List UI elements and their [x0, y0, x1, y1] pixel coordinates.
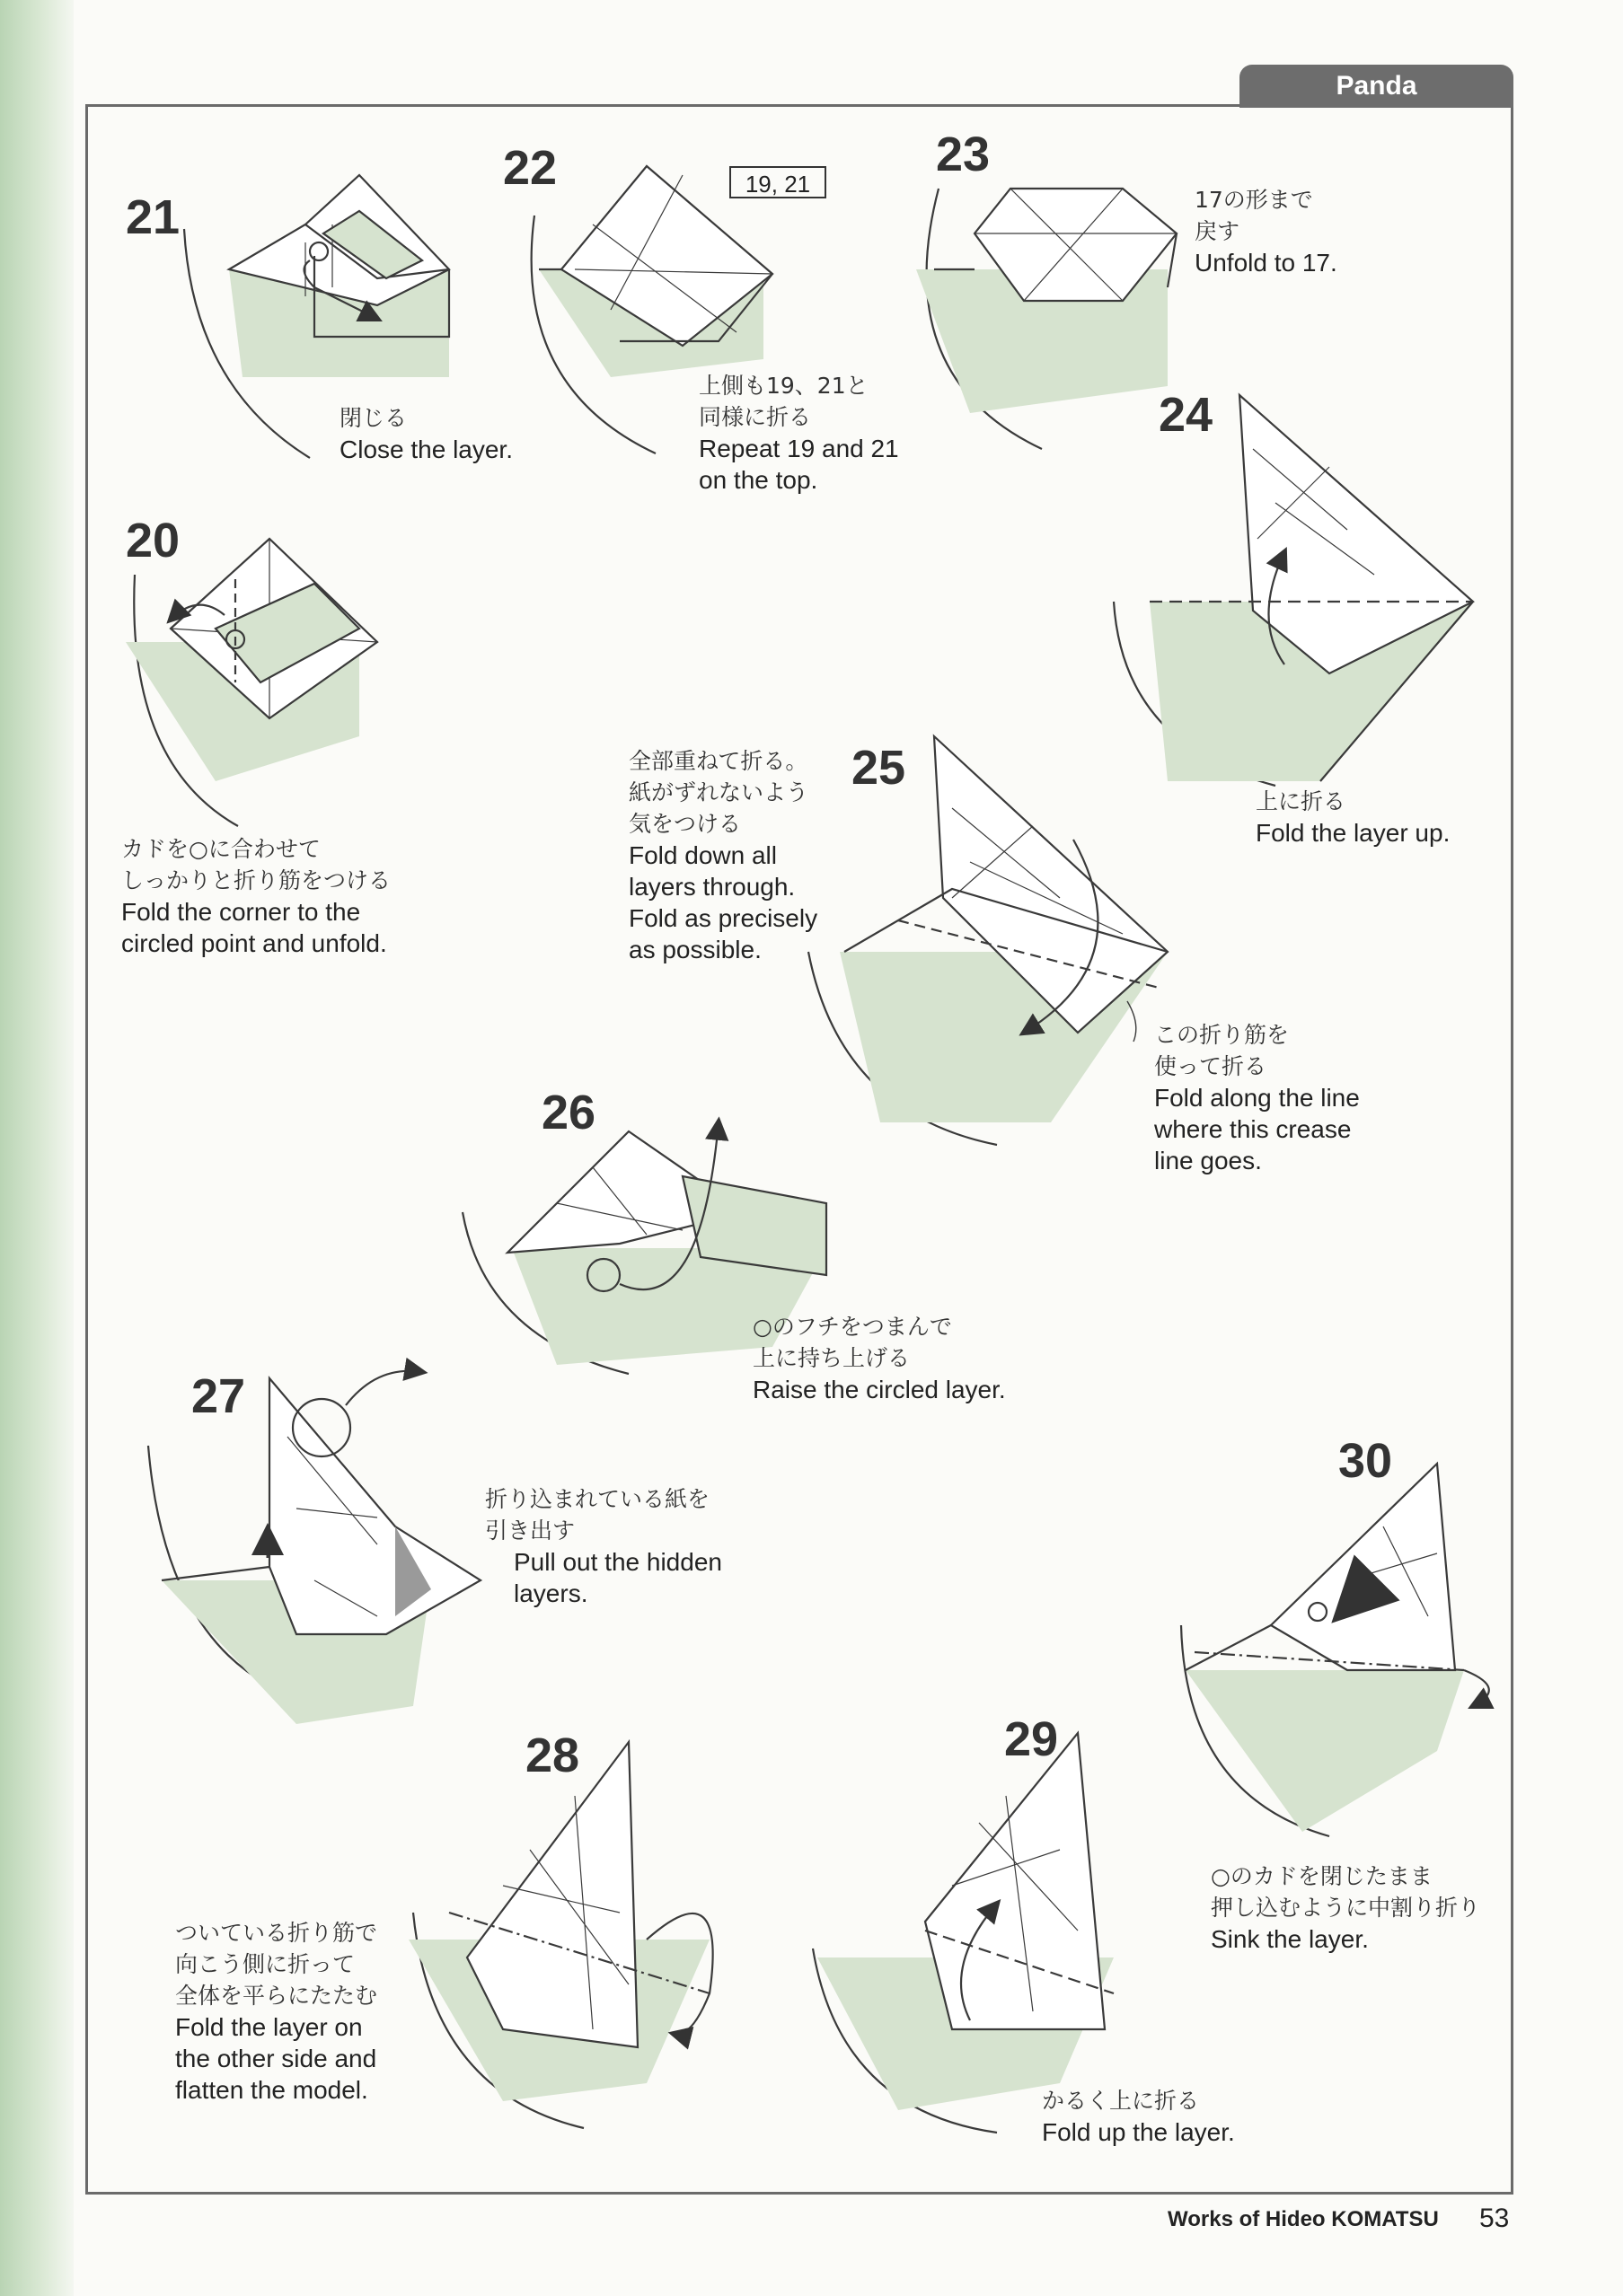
- caption-step-22: [699, 370, 899, 496]
- caption-30-ja2: 押し込むように中割り折り: [1211, 1895, 1481, 1921]
- caption-30-en: Sink the layer.: [1211, 1925, 1369, 1953]
- step-28-figure: [409, 1742, 713, 2128]
- caption-25-side-en2: where this crease: [1154, 1115, 1352, 1143]
- caption-25-ja3: 気をつける: [629, 811, 742, 837]
- caption-step-24: [1256, 786, 1450, 849]
- caption-28-en2: the other side and: [175, 2045, 377, 2072]
- step-27-figure: [148, 1371, 481, 1724]
- step-23-figure: [916, 189, 1177, 449]
- caption-29-en: Fold up the layer.: [1042, 2118, 1235, 2146]
- caption-22-en1: Repeat 19 and 21: [699, 435, 899, 462]
- step-20-figure: [126, 539, 377, 826]
- page-number: 53: [1479, 2204, 1510, 2233]
- step-24-figure: [1114, 395, 1473, 786]
- caption-25-en3: Fold as precisely: [629, 904, 818, 932]
- step-number-26: 26: [542, 1086, 596, 1139]
- caption-26-en: Raise the circled layer.: [753, 1376, 1006, 1403]
- caption-28-en3: flatten the model.: [175, 2076, 368, 2104]
- caption-23-ja1: 17の形まで: [1195, 187, 1313, 213]
- caption-25-side-en1: Fold along the line: [1154, 1084, 1360, 1112]
- step-25-figure: [808, 736, 1168, 1145]
- step-number-29: 29: [1004, 1712, 1059, 1766]
- caption-24-ja: 上に折る: [1256, 788, 1346, 814]
- caption-step-26: [753, 1311, 1006, 1405]
- caption-step-29: [1042, 2085, 1235, 2148]
- step-number-23: 23: [936, 128, 991, 181]
- caption-22-ja2: 同様に折る: [699, 404, 812, 430]
- caption-step-28: [175, 1917, 377, 2106]
- caption-28-ja2: 向こう側に折って: [175, 1951, 356, 1977]
- step-number-20: 20: [126, 514, 181, 567]
- caption-20-ja2: しっかりと折り筋をつける: [121, 867, 392, 893]
- caption-21-ja: 閉じる: [340, 405, 408, 431]
- caption-22-en2: on the top.: [699, 466, 818, 494]
- caption-step-25-side: [1154, 1019, 1360, 1176]
- caption-step-25: [629, 745, 817, 965]
- step-number-22: 22: [503, 141, 558, 195]
- caption-step-30: [1211, 1861, 1480, 1955]
- caption-20-en1: Fold the corner to the: [121, 898, 361, 926]
- caption-23-en: Unfold to 17.: [1195, 249, 1337, 277]
- step-30-figure: [1181, 1464, 1489, 1836]
- step-number-25: 25: [851, 741, 906, 795]
- caption-29-ja: かるく上に折る: [1042, 2088, 1200, 2114]
- caption-step-20: [121, 833, 391, 959]
- step-22-reference-box: 19, 21: [729, 166, 826, 198]
- caption-27-ja2: 引き出す: [485, 1517, 576, 1544]
- caption-26-ja2: 上に持ち上げる: [753, 1345, 911, 1371]
- caption-27-en2: layers.: [514, 1579, 588, 1607]
- caption-27-ja1: 折り込まれている紙を: [485, 1486, 710, 1512]
- caption-25-ja2: 紙がずれないよう: [629, 779, 809, 805]
- step-number-24: 24: [1159, 388, 1213, 442]
- caption-25-side-en3: line goes.: [1154, 1147, 1262, 1174]
- caption-step-27: [485, 1483, 722, 1609]
- caption-23-ja2: 戻す: [1195, 218, 1240, 244]
- caption-26-ja1: ○のフチをつまんで: [753, 1314, 952, 1340]
- caption-27-en1: Pull out the hidden: [514, 1548, 722, 1576]
- caption-step-23: [1195, 184, 1337, 278]
- caption-22-ja1: 上側も19、21と: [699, 373, 869, 399]
- caption-20-ja1: カドを○に合わせて: [121, 836, 321, 862]
- caption-step-21: [340, 402, 513, 465]
- caption-25-ja1: 全部重ねて折る。: [629, 748, 808, 774]
- caption-21-en: Close the layer.: [340, 435, 513, 463]
- caption-25-en1: Fold down all: [629, 841, 777, 869]
- caption-28-en1: Fold the layer on: [175, 2013, 363, 2041]
- section-tab: Panda: [1239, 65, 1513, 108]
- footer-credit: Works of Hideo KOMATSU: [1168, 2207, 1439, 2231]
- caption-25-en4: as possible.: [629, 936, 762, 963]
- caption-25-side-ja2: 使って折る: [1154, 1053, 1267, 1079]
- caption-25-en2: layers through.: [629, 873, 796, 901]
- caption-30-ja1: ○のカドを閉じたまま: [1211, 1863, 1433, 1889]
- step-29-figure: [813, 1733, 1114, 2133]
- step-number-30: 30: [1338, 1434, 1393, 1488]
- caption-24-en: Fold the layer up.: [1256, 819, 1451, 847]
- caption-28-ja3: 全体を平らにたたむ: [175, 1983, 378, 2009]
- step-number-28: 28: [525, 1729, 580, 1782]
- caption-25-side-ja1: この折り筋を: [1154, 1022, 1290, 1048]
- step-number-27: 27: [191, 1369, 246, 1423]
- caption-20-en2: circled point and unfold.: [121, 929, 387, 957]
- step-number-21: 21: [126, 190, 181, 244]
- caption-28-ja1: ついている折り筋で: [175, 1920, 378, 1946]
